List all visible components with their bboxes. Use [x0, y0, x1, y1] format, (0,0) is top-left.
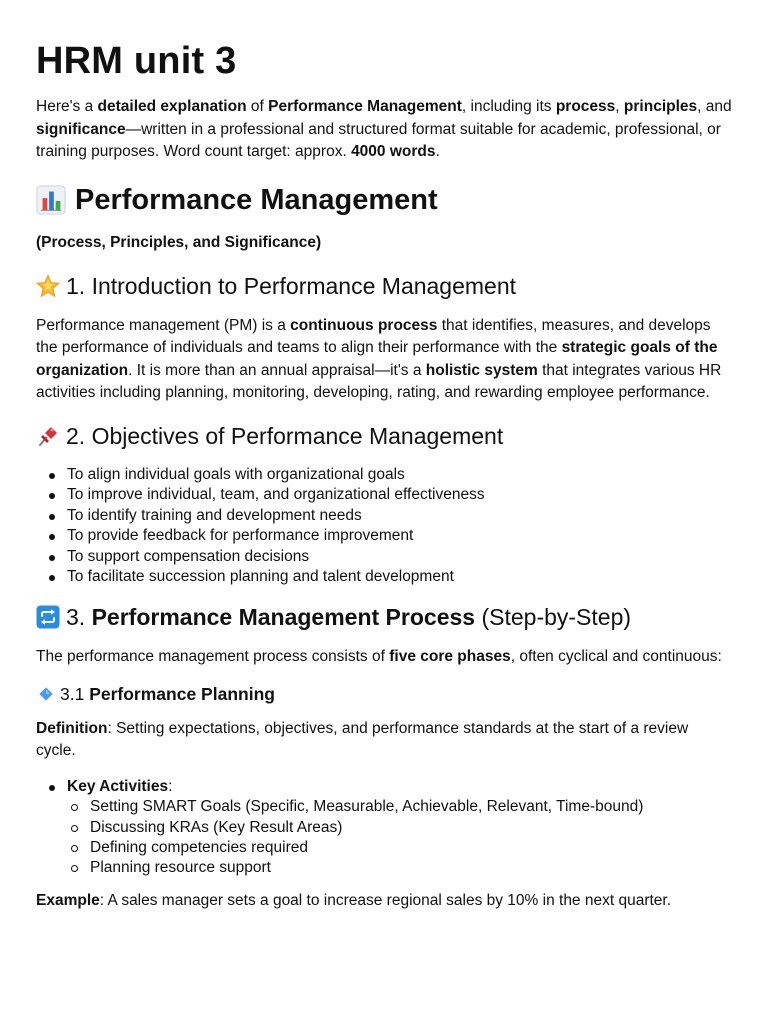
example-paragraph [36, 890, 732, 913]
intro-text: . [435, 143, 440, 160]
para-text: The performance management process consists of [36, 648, 390, 666]
glowing-star-icon [36, 274, 60, 298]
list-item: To support compensation decisions [36, 547, 732, 568]
example-label: Example [36, 891, 100, 909]
section-3-heading [36, 602, 732, 632]
intro-bold: 4000 words [351, 143, 436, 160]
intro-text: Here's a [36, 98, 98, 115]
list-item: To identify training and development needs [36, 506, 732, 527]
intro-bold: Performance Management [268, 98, 462, 115]
intro-bold: significance [36, 120, 126, 138]
definition-label: Definition [36, 719, 108, 737]
bar-chart-icon [36, 185, 66, 215]
intro-text: , including its [461, 98, 556, 115]
list-item: To improve individual, team, and organizational effectiveness [36, 485, 732, 506]
main-heading-text: Performance Management [75, 183, 438, 216]
section-3-title [66, 602, 631, 632]
example-text: : A sales manager sets a goal to increase regional sales by 10% in the next quarter. [99, 891, 672, 909]
list-item: To align individual goals with organizational goals [36, 465, 732, 486]
sublist-item: Planning resource support [36, 858, 732, 878]
intro-bold: detailed explanation [97, 98, 247, 115]
section-1-paragraph [36, 315, 732, 405]
para-text: that identifies, measures, and develops the performance of individuals and teams to align their performance with the [36, 316, 711, 356]
key-activities-label: Key Activities [67, 777, 169, 795]
objectives-list [36, 465, 732, 589]
para-text: that integrates various HR activities including planning, monitoring, developing, rating, and rewarding employee performance. [36, 361, 722, 401]
para-text: , often cyclical and continuous: [510, 648, 722, 666]
list-item: To facilitate succession planning and talent development [36, 567, 732, 588]
intro-bold: process [555, 98, 616, 115]
intro-text: , and [697, 98, 732, 115]
sub-number: 3.1 [60, 683, 90, 704]
intro-text: of [246, 98, 269, 115]
para-bold: continuous process [290, 316, 438, 334]
intro-bold: principles [623, 98, 698, 115]
section-2-heading [36, 421, 732, 451]
heading-bold: Performance Management Process [91, 604, 476, 631]
page-title: HRM unit 3 [36, 40, 237, 82]
para-bold: holistic system [425, 361, 538, 379]
para-bold: five core phases [389, 648, 511, 666]
activities-sublist [36, 797, 732, 879]
intro-paragraph [36, 96, 732, 164]
section-1-heading [36, 271, 732, 301]
sublist-item: Discussing KRAs (Key Result Areas) [36, 818, 732, 838]
pushpin-icon [36, 424, 60, 448]
sub-title-bold: Performance Planning [89, 683, 275, 704]
blue-diamond-icon [38, 686, 54, 702]
heading-rest: (Step-by-Step) [475, 604, 632, 631]
subtitle: (Process, Principles, and Significance) [36, 233, 322, 251]
main-heading [36, 183, 732, 217]
sublist-item: Setting SMART Goals (Specific, Measurable, Achievable, Relevant, Time-bound) [36, 797, 732, 817]
para-text: Performance management (PM) is a [36, 316, 291, 334]
para-bold: strategic goals of the organization [36, 339, 718, 379]
definition-text: : Setting expectations, objectives, and performance standards at the start of a review cycle. [36, 719, 689, 760]
subsection-title [60, 682, 275, 706]
definition-paragraph [36, 718, 732, 763]
subsection-3-1-heading [36, 682, 732, 706]
heading-number: 3. [66, 604, 92, 631]
list-item [36, 777, 732, 798]
colon: : [168, 777, 173, 795]
list-item: To provide feedback for performance improvement [36, 526, 732, 547]
intro-text: —written in a professional and structured format suitable for academic, professional, or training purposes. Word count target: approx. [36, 120, 721, 160]
sublist-item: Defining competencies required [36, 838, 732, 858]
repeat-arrows-icon [36, 605, 60, 629]
section-3-paragraph [36, 646, 732, 669]
intro-text: , [615, 98, 624, 115]
section-1-title: 1. Introduction to Performance Management [66, 272, 517, 299]
para-text: . It is more than an annual appraisal—it's a [128, 361, 426, 379]
key-activities-list [36, 777, 732, 798]
section-2-title: 2. Objectives of Performance Management [66, 422, 504, 449]
